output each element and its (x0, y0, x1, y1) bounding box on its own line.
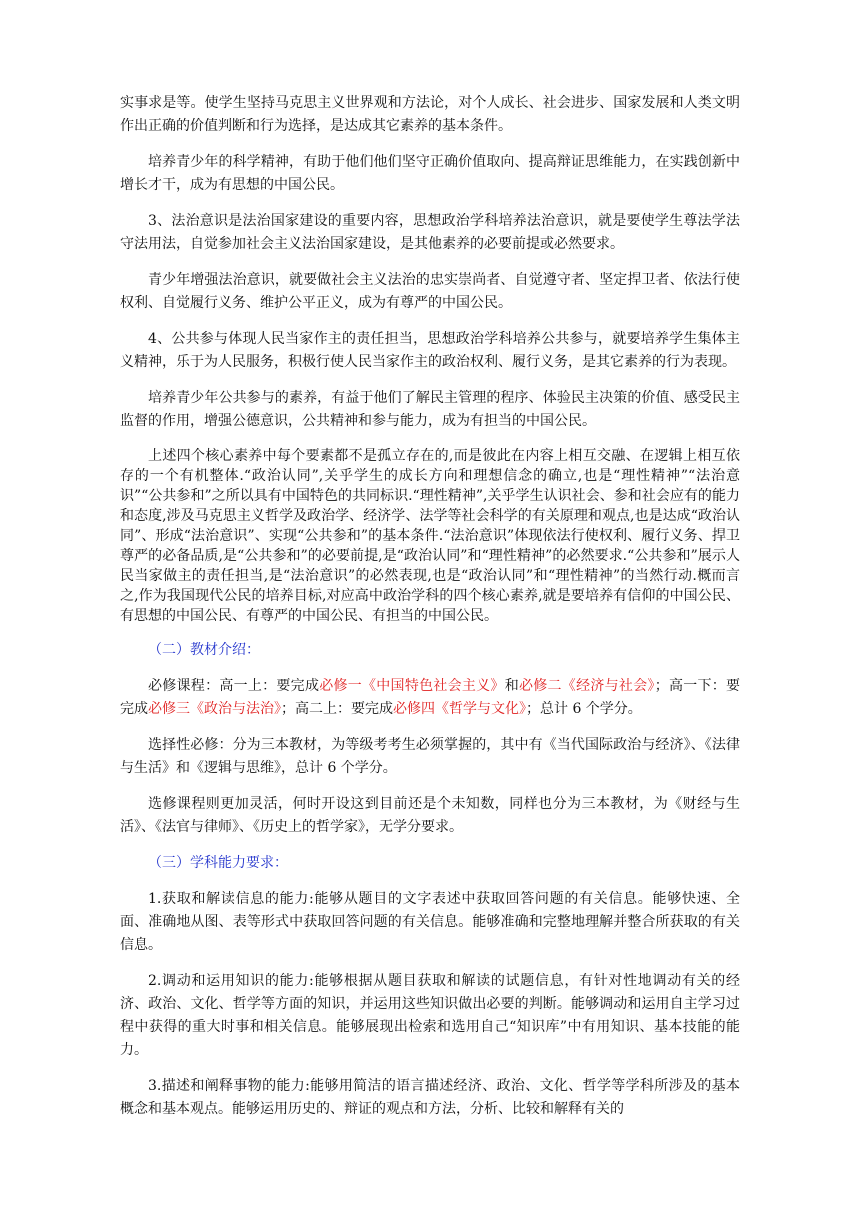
text-segment: 必修课程：高一上：要完成 (148, 678, 320, 694)
paragraph-elective-required: 选择性必修：分为三本教材，为等级考考生必须掌握的，其中有《当代国际政治与经济》、《法律与生活》和《逻辑与思维》，总计 6 个学分。 (120, 737, 740, 776)
paragraph-rational-spirit-end: 实事求是等。使学生坚持马克思主义世界观和方法论，对个人成长、社会进步、国家发展和人类文明作出正确的价值判断和行为选择，是达成其它素养的基本条件。 (120, 95, 740, 134)
textbook-title-required-4: 必修四《哲学与文化》 (393, 701, 526, 717)
text-segment: ；高一下：要完成 (120, 678, 741, 717)
paragraph-scientific-spirit: 培养青少年的科学精神，有助于他们他们坚守正确价值取向、提高辩证思维能力，在实践创新中增长才干，成为有思想的中国公民。 (120, 154, 740, 193)
paragraph-rule-of-law: 3、法治意识是法治国家建设的重要内容，思想政治学科培养法治意识，就是要使学生尊法学法守法用法，自觉参加社会主义法治国家建设，是其他素养的必要前提或必然要求。 (120, 213, 740, 252)
paragraph-required-courses (120, 675, 740, 721)
paragraph-core-literacy-summary: 上述四个核心素养中每个要素都不是孤立存在的,而是彼此在内容上相互交融、在逻辑上相互依存的一个有机整体.“政治认同”,关乎学生的成长方向和理想信念的确立,也是“理性精神”“法治意识”“公共参和”之所以具有中国特色的共同标识.“理性精神”,关乎学生认识社会、参和社会应有的能力和态度,涉及马克思主义哲学及政治学、经济学、法学等社会科学的有关原理和观点,也是达成“政治认同”、形成“法治意识”、实现“公共参和”的基本条件.“法治意识”体现依法行使权利、履行义务、捍卫尊严的必备品质,是“公共参和”的必要前提,是“政治认同”和“理性精神”的必然要求.“公共参和”展示人民当家做主的责任担当,是“法治意识”的必然表现,也是“政治认同”和“理性精神”的当然行动.概而言之,作为我国现代公民的培养目标,对应高中政治学科的四个核心素养,就是要培养有信仰的中国公民、有思想的中国公民、有尊严的中国公民、有担当的中国公民。 (120, 448, 740, 624)
paragraph-rule-of-law-youth: 青少年增强法治意识，就要做社会主义法治的忠实崇尚者、自觉遵守者、坚定捍卫者、依法行使权利、自觉履行义务、维护公平正义，成为有尊严的中国公民。 (120, 272, 740, 311)
section-heading-textbooks: （二）教材介绍： (148, 642, 260, 658)
text-segment: 和 (504, 678, 519, 694)
paragraph-public-participation-youth: 培养青少年公共参与的素养，有益于他们了解民主管理的程序、体验民主决策的价值、感受民主监督的作用，增强公德意识，公共精神和参与能力，成为有担当的中国公民。 (120, 390, 740, 429)
textbook-title-required-1: 必修一《中国特色社会主义》 (319, 678, 505, 694)
textbook-title-required-2: 必修二《经济与社会》 (519, 678, 655, 694)
text-segment: ；高二上：要完成 (281, 701, 393, 717)
paragraph-optional-courses: 选修课程则更加灵活，何时开设这到目前还是个未知数，同样也分为三本教材，为《财经与生活》、《法官与律师》、《历史上的哲学家》，无学分要求。 (120, 796, 740, 835)
document-page (120, 92, 740, 1134)
text-segment: ；总计 6 个学分。 (526, 701, 642, 717)
section-heading-abilities: （三）学科能力要求： (148, 855, 288, 871)
paragraph-public-participation: 4、公共参与体现人民当家作主的责任担当，思想政治学科培养公共参与，就要培养学生集体主义精神，乐于为人民服务，积极行使人民当家作主的政治权利、履行义务，是其它素养的行为表现。 (120, 331, 740, 370)
paragraph-ability-1: 1.获取和解读信息的能力:能够从题目的文字表述中获取回答问题的有关信息。能够快速、全面、准确地从图、表等形式中获取回答问题的有关信息。能够准确和完整地理解并整合所获取的有关信息。 (120, 891, 740, 953)
paragraph-ability-2: 2.调动和运用知识的能力:能够根据从题目获取和解读的试题信息，有针对性地调动有关的经济、政治、文化、哲学等方面的知识，并运用这些知识做出必要的判断。能够调动和运用自主学习过程中获得的重大时事和相关信息。能够展现出检索和选用自己“知识库”中有用知识、基本技能的能力。 (120, 973, 740, 1058)
paragraph-ability-3: 3.描述和阐释事物的能力:能够用简洁的语言描述经济、政治、文化、哲学等学科所涉及的基本概念和基本观点。能够运用历史的、辩证的观点和方法，分析、比较和解释有关的 (120, 1078, 740, 1117)
textbook-title-required-3: 必修三《政治与法治》 (148, 701, 281, 717)
